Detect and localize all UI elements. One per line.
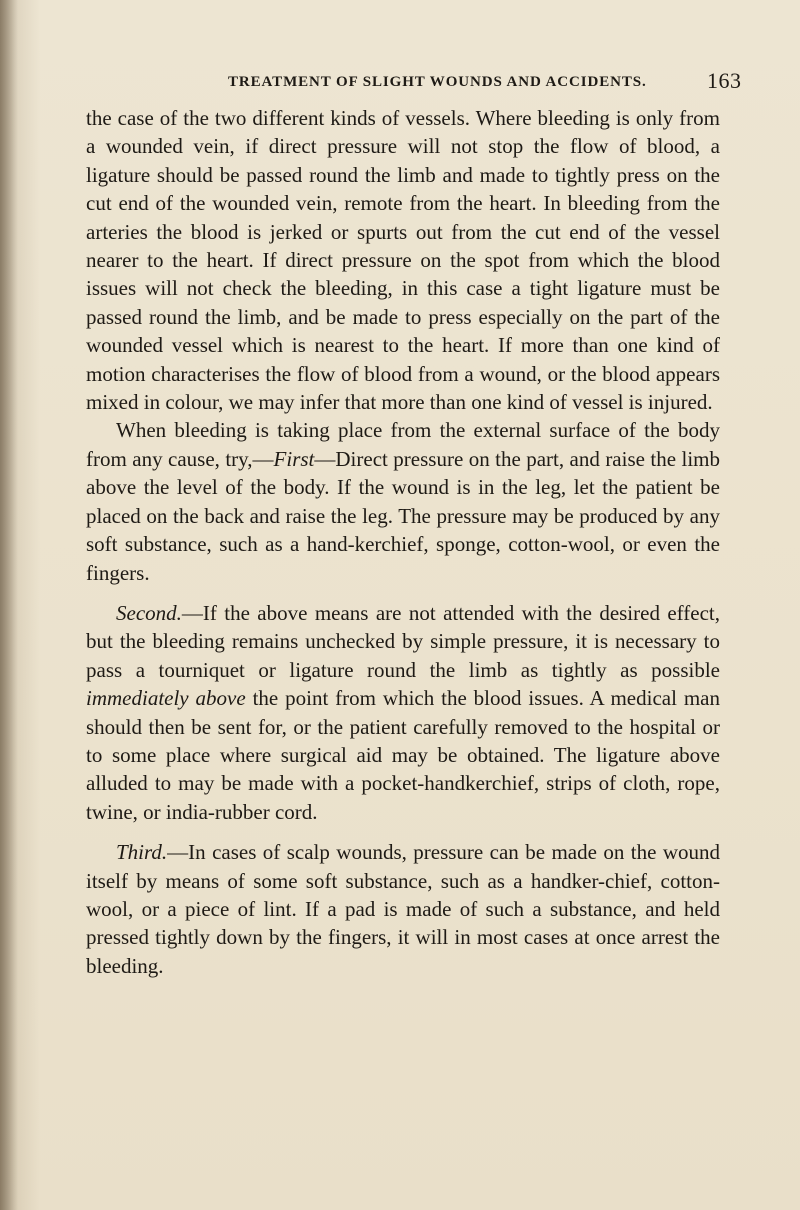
immediately-above-emphasis: immediately above (86, 686, 246, 711)
running-title: TREATMENT OF SLIGHT WOUNDS AND ACCIDENTS. (228, 74, 647, 90)
page-number: 163 (707, 68, 742, 93)
paragraph-vessels-text: the case of the two different kinds of vessels. Where bleeding is only from a wounded vein, if direct pressure will not stop the flow of blood, a ligature should be passed round the limb and made to tightly press on the cut end of the wounded vein, remote from the heart. In bleeding from the arteries the blood is jerked or spurts out from the cut end of the vessel nearer to the heart. If direct pressure on the spot from which the blood issues will not check the bleeding, in this case a tight ligature must be passed round the limb, and be made to press especially on the part of the wounded vessel which is nearest to the heart. If more than one kind of motion characterises the flow of blood from a wound, or the blood appears mixed in colour, we may infer that more than one kind of vessel is injured. (86, 106, 720, 415)
paragraph-vessels (86, 104, 720, 416)
third-heading: Third. (116, 840, 168, 865)
paragraph-second (86, 599, 720, 826)
body-text (86, 104, 720, 980)
paragraph-first-lead: When bleeding is taking place from the external surface of the body from any cause, try,— (86, 418, 720, 471)
paragraph-third-text: —In cases of scalp wounds, pressure can be made on the wound itself by means of some soft substance, such as a handker-chief, cotton-wool, or a piece of lint. If a pad is made of such a substance, and held pressed tightly down by the fingers, it will in most cases at once arrest the bleeding. (86, 840, 720, 978)
second-heading: Second. (116, 600, 182, 625)
paragraph-third (86, 838, 720, 980)
running-head (0, 68, 800, 98)
gutter-shadow (0, 0, 18, 1210)
paragraph-gap (86, 587, 720, 599)
first-heading: First (273, 446, 315, 471)
paragraph-first-text: —Direct pressure on the part, and raise the limb above the level of the body. If the wound is in the leg, let the patient be placed on the back and raise the leg. The pressure may be produced by any soft substance, such as a hand-kerchief, sponge, cotton-wool, or even the fingers. (86, 446, 720, 585)
paragraph-second-text-b: the point from which the blood issues. A medical man should then be sent for, or the patient carefully removed to the hospital or to some place where surgical aid may be obtained. The ligature above alluded to may be made with a pocket-handkerchief, strips of cloth, rope, twine, or india-rubber cord. (86, 686, 720, 824)
paragraph-gap (86, 826, 720, 838)
paragraph-second-text-a: —If the above means are not attended with the desired effect, but the bleeding remains unchecked by simple pressure, it is necessary to pass a tourniquet or ligature round the limb as tightly as possible (86, 600, 720, 682)
paragraph-first (86, 416, 720, 586)
